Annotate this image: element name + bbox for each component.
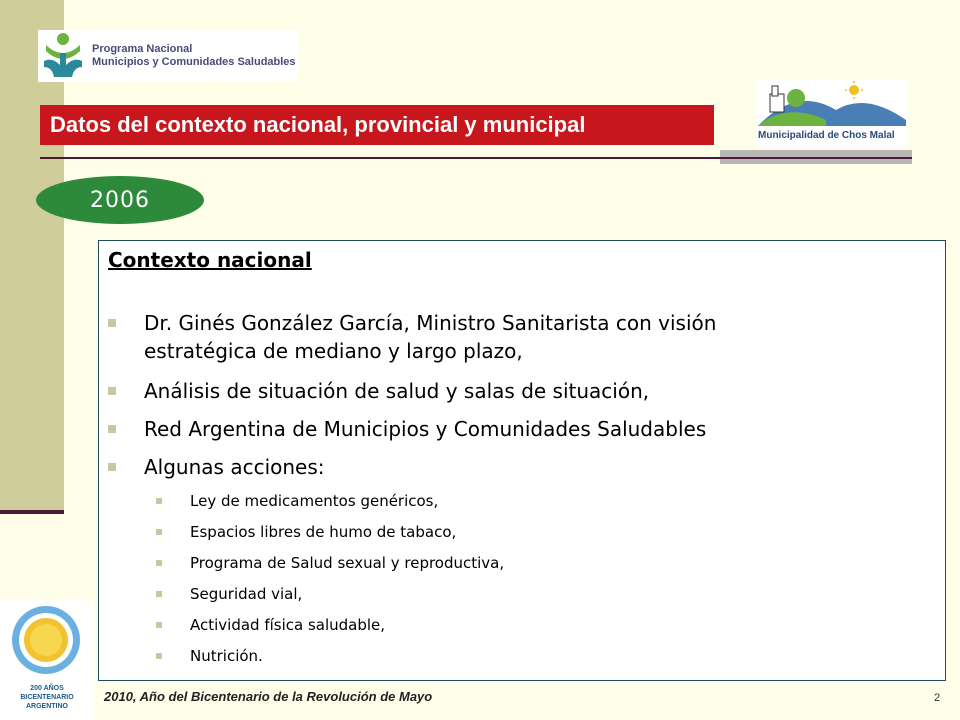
- bicentenario-logo-line2: BICENTENARIO: [20, 694, 74, 701]
- sub-bullet-item: [156, 646, 263, 666]
- bullet-item: [108, 309, 716, 337]
- content-heading: Contexto nacional: [108, 248, 312, 272]
- municipality-logo: [756, 80, 908, 148]
- bullet-text: Dr. Ginés González García, Ministro Sanitarista con visión: [144, 311, 717, 335]
- sub-bullet-item: [156, 553, 504, 573]
- tree-people-icon: [40, 31, 86, 81]
- square-bullet-icon: [156, 591, 162, 597]
- bullet-item: [108, 415, 706, 443]
- program-logo-line2: Municipios y Comunidades Saludables: [92, 56, 296, 68]
- sub-bullet-item: [156, 584, 302, 604]
- bicentenario-logo-line3: ARGENTINO: [26, 703, 68, 710]
- square-bullet-icon: [156, 653, 162, 659]
- square-bullet-icon: [108, 387, 116, 395]
- square-bullet-icon: [156, 622, 162, 628]
- title-underline: [40, 157, 912, 159]
- square-bullet-icon: [108, 463, 116, 471]
- program-logo-line1: Programa Nacional: [92, 43, 193, 55]
- sub-bullet-text: Espacios libres de humo de tabaco,: [190, 523, 457, 541]
- bullet-text: Algunas acciones:: [144, 455, 325, 479]
- bullet-item: [108, 453, 325, 481]
- bullet-text: estratégica de mediano y largo plazo,: [144, 339, 523, 363]
- square-bullet-icon: [156, 560, 162, 566]
- sub-bullet-text: Ley de medicamentos genéricos,: [190, 492, 439, 510]
- bicentenario-logo-line1: 200 AÑOS: [30, 685, 64, 692]
- program-logo: [38, 30, 298, 82]
- sub-bullet-text: Seguridad vial,: [190, 585, 303, 603]
- sub-bullet-text: Nutrición.: [190, 647, 263, 665]
- bicentenario-logo: [0, 600, 94, 720]
- bullet-text: Análisis de situación de salud y salas de situación,: [144, 379, 650, 403]
- sun-emblem-icon: [0, 600, 94, 680]
- bullet-item-continuation: [108, 337, 523, 365]
- footer-text: 2010, Año del Bicentenario de la Revolución de Mayo: [104, 689, 433, 704]
- municipality-logo-text: Municipalidad de Chos Malal: [758, 130, 895, 141]
- sub-bullet-text: Actividad física saludable,: [190, 616, 386, 634]
- square-bullet-icon: [156, 529, 162, 535]
- square-bullet-icon: [156, 498, 162, 504]
- left-band-divider: [0, 510, 64, 514]
- bullet-text: Red Argentina de Municipios y Comunidades Saludables: [144, 417, 707, 441]
- sub-bullet-text: Programa de Salud sexual y reproductiva,: [190, 554, 505, 572]
- square-bullet-icon: [108, 319, 116, 327]
- page-number: 2: [934, 692, 941, 704]
- year-badge: 2006: [36, 176, 204, 224]
- sub-bullet-item: [156, 491, 438, 511]
- square-bullet-icon: [108, 425, 116, 433]
- sub-bullet-item: [156, 615, 385, 635]
- sub-bullet-item: [156, 522, 456, 542]
- bullet-item: [108, 377, 649, 405]
- slide-title: Datos del contexto nacional, provincial y municipal: [40, 105, 714, 145]
